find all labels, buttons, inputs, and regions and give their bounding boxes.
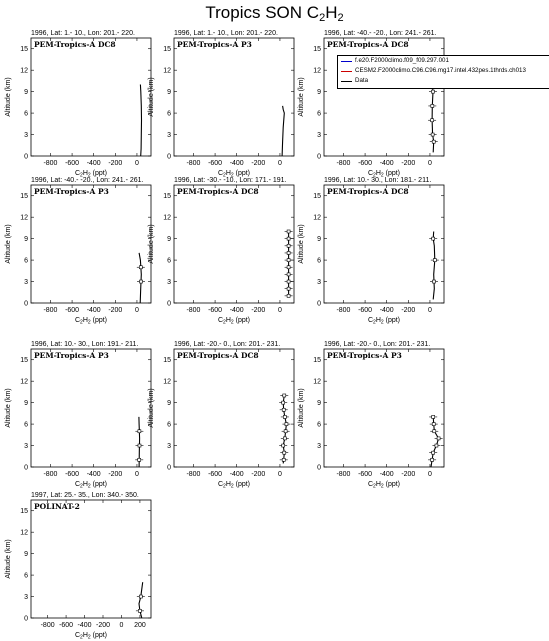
y-tick-label: 3 bbox=[24, 593, 28, 601]
data-profile-line bbox=[140, 85, 141, 157]
data-marker bbox=[432, 140, 435, 143]
data-marker bbox=[138, 609, 141, 612]
y-tick-label: 0 bbox=[167, 464, 171, 472]
chart-svg-9 bbox=[298, 341, 445, 490]
chart-svg-4 bbox=[5, 177, 152, 326]
x-tick-label: -400 bbox=[77, 622, 92, 629]
y-tick-label: 0 bbox=[24, 153, 28, 161]
y-tick-label: 6 bbox=[167, 110, 171, 118]
y-tick-label: 12 bbox=[20, 378, 28, 386]
y-tick-label: 9 bbox=[24, 551, 28, 559]
data-marker bbox=[287, 237, 290, 240]
panel-header: 1996, Lat: 10.- 30., Lon: 191.- 211. bbox=[31, 341, 139, 348]
data-marker bbox=[285, 423, 288, 426]
y-tick-label: 3 bbox=[24, 278, 28, 286]
x-tick-label: -800 bbox=[186, 160, 201, 167]
legend-item-data bbox=[338, 77, 549, 87]
data-marker bbox=[432, 237, 435, 240]
campaign-label: POLINAT-2 bbox=[34, 502, 80, 511]
figure-title: Tropics SON $C_2H_2$ bbox=[205, 3, 344, 24]
data-marker bbox=[140, 280, 143, 283]
y-tick-label: 12 bbox=[20, 529, 28, 537]
x-tick-label: -400 bbox=[229, 471, 244, 478]
x-tick-label: -200 bbox=[401, 307, 416, 314]
x-tick-label: -600 bbox=[358, 307, 373, 314]
y-tick-label: 6 bbox=[317, 257, 321, 265]
y-tick-label: 12 bbox=[163, 214, 171, 222]
data-marker bbox=[431, 119, 434, 122]
x-tick-label: -400 bbox=[86, 307, 101, 314]
panel-header: 1997, Lat: 25.- 35., Lon: 340.- 350. bbox=[31, 492, 139, 499]
x-tick-label: -400 bbox=[86, 160, 101, 167]
y-tick-label: 3 bbox=[24, 442, 28, 450]
panel-header: 1996, Lat: -40.- -20., Lon: 241.- 261. bbox=[324, 30, 437, 37]
data-marker bbox=[432, 415, 435, 418]
chart-svg-1 bbox=[5, 30, 152, 179]
y-tick-label: 6 bbox=[317, 110, 321, 118]
campaign-label: PEM-Tropics-A P3 bbox=[34, 351, 109, 360]
y-tick-label: 15 bbox=[163, 357, 171, 365]
y-tick-label: 15 bbox=[20, 193, 28, 201]
y-axis-label: Altitude (km) bbox=[298, 77, 305, 117]
chart-svg-7 bbox=[5, 341, 152, 490]
y-tick-label: 15 bbox=[20, 357, 28, 365]
data-marker bbox=[432, 423, 435, 426]
x-axis-label: $C_2H_2$ (ppt) bbox=[74, 170, 108, 179]
x-tick-label: -200 bbox=[108, 471, 123, 478]
y-tick-label: 15 bbox=[163, 46, 171, 54]
x-tick-label: -800 bbox=[186, 471, 201, 478]
x-tick-label: -600 bbox=[208, 307, 223, 314]
x-tick-label: -800 bbox=[336, 160, 351, 167]
x-tick-label: -200 bbox=[108, 307, 123, 314]
data-profile-line bbox=[139, 253, 141, 303]
y-tick-label: 15 bbox=[20, 508, 28, 516]
y-tick-label: 6 bbox=[24, 257, 28, 265]
x-tick-label: -800 bbox=[43, 307, 58, 314]
data-marker bbox=[283, 451, 286, 454]
y-axis-label: Altitude (km) bbox=[5, 539, 12, 579]
x-tick-label: -800 bbox=[40, 622, 55, 629]
y-tick-label: 12 bbox=[313, 214, 321, 222]
y-tick-label: 15 bbox=[313, 357, 321, 365]
x-tick-label: -400 bbox=[86, 471, 101, 478]
y-tick-label: 9 bbox=[167, 400, 171, 408]
data-marker bbox=[138, 444, 141, 447]
campaign-label: PEM-Tropics-A P3 bbox=[34, 187, 109, 196]
y-tick-label: 0 bbox=[167, 153, 171, 161]
y-tick-label: 0 bbox=[24, 615, 28, 623]
x-tick-label: -600 bbox=[59, 622, 74, 629]
data-marker bbox=[282, 401, 285, 404]
panel-header: 1996, Lat: 1.- 10., Lon: 201.- 220. bbox=[31, 30, 135, 37]
data-marker bbox=[283, 394, 286, 397]
data-marker bbox=[433, 280, 436, 283]
x-tick-label: -600 bbox=[358, 471, 373, 478]
data-marker bbox=[287, 251, 290, 254]
data-marker bbox=[433, 430, 436, 433]
y-tick-label: 12 bbox=[313, 67, 321, 75]
y-axis-label: Altitude (km) bbox=[298, 388, 305, 428]
x-tick-label: 0 bbox=[134, 471, 139, 478]
x-axis-label: $C_2H_2$ (ppt) bbox=[74, 317, 108, 326]
data-marker bbox=[284, 430, 287, 433]
x-tick-label: -800 bbox=[336, 471, 351, 478]
y-tick-label: 3 bbox=[167, 442, 171, 450]
y-tick-label: 12 bbox=[20, 214, 28, 222]
x-axis-label: $C_2H_2$ (ppt) bbox=[74, 481, 108, 490]
x-tick-label: 0 bbox=[427, 307, 432, 314]
chart-svg-10 bbox=[5, 492, 152, 641]
y-tick-label: 0 bbox=[167, 300, 171, 308]
data-marker bbox=[282, 444, 285, 447]
campaign-label: PEM-Tropics-A DC8 bbox=[177, 351, 259, 360]
data-marker bbox=[138, 458, 141, 461]
campaign-label: PEM-Tropics-A DC8 bbox=[34, 40, 116, 49]
x-tick-label: 0 bbox=[427, 160, 432, 167]
campaign-label: PEM-Tropics-A DC8 bbox=[177, 187, 259, 196]
campaign-label: PEM-Tropics-A P3 bbox=[177, 40, 252, 49]
data-marker bbox=[138, 430, 141, 433]
data-marker bbox=[437, 437, 440, 440]
x-tick-label: -800 bbox=[336, 307, 351, 314]
chart-svg-2 bbox=[148, 30, 295, 179]
x-tick-label: 0 bbox=[277, 160, 282, 167]
legend-item-model-1 bbox=[338, 57, 549, 67]
plot-frame bbox=[31, 185, 151, 303]
data-marker bbox=[431, 458, 434, 461]
y-tick-label: 15 bbox=[313, 46, 321, 54]
data-marker bbox=[282, 408, 285, 411]
panel-header: 1996, Lat: -20.- 0., Lon: 201.- 231. bbox=[324, 341, 431, 348]
x-axis-label: $C_2H_2$ (ppt) bbox=[367, 481, 401, 490]
x-tick-label: -400 bbox=[229, 160, 244, 167]
data-marker bbox=[432, 451, 435, 454]
y-tick-label: 15 bbox=[20, 46, 28, 54]
data-marker bbox=[287, 259, 290, 262]
y-tick-label: 6 bbox=[24, 572, 28, 580]
x-tick-label: 0 bbox=[277, 471, 282, 478]
y-tick-label: 9 bbox=[317, 400, 321, 408]
x-tick-label: -200 bbox=[251, 471, 266, 478]
data-marker bbox=[139, 266, 142, 269]
y-axis-label: Altitude (km) bbox=[5, 77, 12, 117]
y-axis-label: Altitude (km) bbox=[148, 388, 155, 428]
y-tick-label: 0 bbox=[24, 464, 28, 472]
y-tick-label: 3 bbox=[317, 131, 321, 139]
y-tick-label: 0 bbox=[317, 300, 321, 308]
data-marker bbox=[287, 294, 290, 297]
legend-label-1: f.e20.F2000climo.f09_f09.297.001 bbox=[355, 57, 449, 64]
x-tick-label: -600 bbox=[358, 160, 373, 167]
chart-svg-6 bbox=[298, 177, 445, 326]
data-marker bbox=[283, 415, 286, 418]
y-axis-label: Altitude (km) bbox=[298, 224, 305, 264]
y-tick-label: 15 bbox=[163, 193, 171, 201]
legend-label-2: CESM2.F2000climo.C96.C96.mg17.intel.432pes.1thrds.ch013 bbox=[355, 67, 526, 74]
x-axis-label: $C_2H_2$ (ppt) bbox=[367, 170, 401, 179]
y-tick-label: 0 bbox=[317, 464, 321, 472]
x-tick-label: -400 bbox=[379, 471, 394, 478]
data-marker bbox=[139, 595, 142, 598]
plot-frame bbox=[31, 38, 151, 156]
x-tick-label: 0 bbox=[134, 307, 139, 314]
y-axis-label: Altitude (km) bbox=[148, 224, 155, 264]
legend-item-model-2 bbox=[338, 67, 549, 77]
data-marker bbox=[282, 458, 285, 461]
x-axis-label: $C_2H_2$ (ppt) bbox=[217, 317, 251, 326]
data-profile-line bbox=[433, 232, 435, 300]
data-marker bbox=[435, 444, 438, 447]
legend bbox=[337, 55, 549, 89]
panel-header: 1996, Lat: 10.- 30., Lon: 181.- 211. bbox=[324, 177, 432, 184]
x-axis-label: $C_2H_2$ (ppt) bbox=[367, 317, 401, 326]
plot-frame bbox=[174, 185, 294, 303]
data-marker bbox=[283, 437, 286, 440]
plot-frame bbox=[174, 349, 294, 467]
data-marker bbox=[287, 266, 290, 269]
y-tick-label: 9 bbox=[167, 236, 171, 244]
y-tick-label: 3 bbox=[317, 278, 321, 286]
y-tick-label: 15 bbox=[313, 193, 321, 201]
x-tick-label: -600 bbox=[65, 160, 80, 167]
y-tick-label: 6 bbox=[167, 257, 171, 265]
x-tick-label: -800 bbox=[186, 307, 201, 314]
y-tick-label: 9 bbox=[167, 89, 171, 97]
data-marker bbox=[287, 244, 290, 247]
y-tick-label: 3 bbox=[317, 442, 321, 450]
x-tick-label: 0 bbox=[427, 471, 432, 478]
y-tick-label: 6 bbox=[24, 421, 28, 429]
y-tick-label: 12 bbox=[20, 67, 28, 75]
y-tick-label: 3 bbox=[167, 131, 171, 139]
y-axis-label: Altitude (km) bbox=[5, 224, 12, 264]
x-tick-label: 200 bbox=[134, 622, 146, 629]
campaign-label: PEM-Tropics-A DC8 bbox=[327, 40, 409, 49]
legend-label-3: Data bbox=[355, 77, 369, 84]
data-marker bbox=[287, 230, 290, 233]
y-tick-label: 0 bbox=[24, 300, 28, 308]
legend-swatch-3 bbox=[341, 81, 352, 82]
x-axis-label: $C_2H_2$ (ppt) bbox=[74, 632, 108, 641]
y-axis-label: Altitude (km) bbox=[148, 77, 155, 117]
y-tick-label: 9 bbox=[317, 89, 321, 97]
chart-svg-5 bbox=[148, 177, 295, 326]
y-tick-label: 0 bbox=[317, 153, 321, 161]
x-tick-label: -600 bbox=[208, 471, 223, 478]
legend-swatch-2 bbox=[341, 71, 352, 72]
x-tick-label: 0 bbox=[277, 307, 282, 314]
y-tick-label: 6 bbox=[317, 421, 321, 429]
y-tick-label: 12 bbox=[163, 67, 171, 75]
y-tick-label: 9 bbox=[24, 236, 28, 244]
x-tick-label: -200 bbox=[251, 307, 266, 314]
x-tick-label: -800 bbox=[43, 471, 58, 478]
data-marker bbox=[431, 104, 434, 107]
panel-header: 1996, Lat: -40.- -20., Lon: 241.- 261. bbox=[31, 177, 144, 184]
data-profile-line bbox=[282, 106, 284, 156]
y-tick-label: 6 bbox=[24, 110, 28, 118]
data-marker bbox=[431, 133, 434, 136]
y-tick-label: 3 bbox=[24, 131, 28, 139]
x-axis-label: $C_2H_2$ (ppt) bbox=[217, 481, 251, 490]
y-tick-label: 6 bbox=[167, 421, 171, 429]
x-tick-label: -400 bbox=[379, 307, 394, 314]
data-marker bbox=[287, 287, 290, 290]
plot-frame bbox=[174, 38, 294, 156]
panel-header: 1996, Lat: -30.- -10., Lon: 171.- 191. bbox=[174, 177, 287, 184]
x-tick-label: -600 bbox=[208, 160, 223, 167]
data-marker bbox=[431, 90, 434, 93]
x-tick-label: 0 bbox=[119, 622, 124, 629]
chart-svg-8 bbox=[148, 341, 295, 490]
legend-swatch-1 bbox=[341, 61, 352, 62]
plot-frame bbox=[324, 349, 444, 467]
y-tick-label: 12 bbox=[163, 378, 171, 386]
plot-frame bbox=[324, 185, 444, 303]
x-axis-label: $C_2H_2$ (ppt) bbox=[217, 170, 251, 179]
y-tick-label: 12 bbox=[313, 378, 321, 386]
x-tick-label: -200 bbox=[95, 622, 111, 629]
y-tick-label: 3 bbox=[167, 278, 171, 286]
y-axis-label: Altitude (km) bbox=[5, 388, 12, 428]
data-marker bbox=[287, 280, 290, 283]
panel-header: 1996, Lat: 1.- 10., Lon: 201.- 220. bbox=[174, 30, 278, 37]
plot-frame bbox=[31, 500, 151, 618]
campaign-label: PEM-Tropics-A P3 bbox=[327, 351, 402, 360]
x-tick-label: -200 bbox=[108, 160, 123, 167]
x-tick-label: -600 bbox=[65, 471, 80, 478]
x-tick-label: -400 bbox=[379, 160, 394, 167]
data-marker bbox=[433, 259, 436, 262]
campaign-label: PEM-Tropics-A DC8 bbox=[327, 187, 409, 196]
x-tick-label: -200 bbox=[401, 160, 416, 167]
x-tick-label: -600 bbox=[65, 307, 80, 314]
y-tick-label: 9 bbox=[24, 400, 28, 408]
x-tick-label: -200 bbox=[251, 160, 266, 167]
y-tick-label: 9 bbox=[24, 89, 28, 97]
x-tick-label: -800 bbox=[43, 160, 58, 167]
x-tick-label: 0 bbox=[134, 160, 139, 167]
y-tick-label: 9 bbox=[317, 236, 321, 244]
x-tick-label: -400 bbox=[229, 307, 244, 314]
x-tick-label: -200 bbox=[401, 471, 416, 478]
panel-header: 1996, Lat: -20.- 0., Lon: 201.- 231. bbox=[174, 341, 281, 348]
data-marker bbox=[287, 273, 290, 276]
plot-frame bbox=[31, 349, 151, 467]
